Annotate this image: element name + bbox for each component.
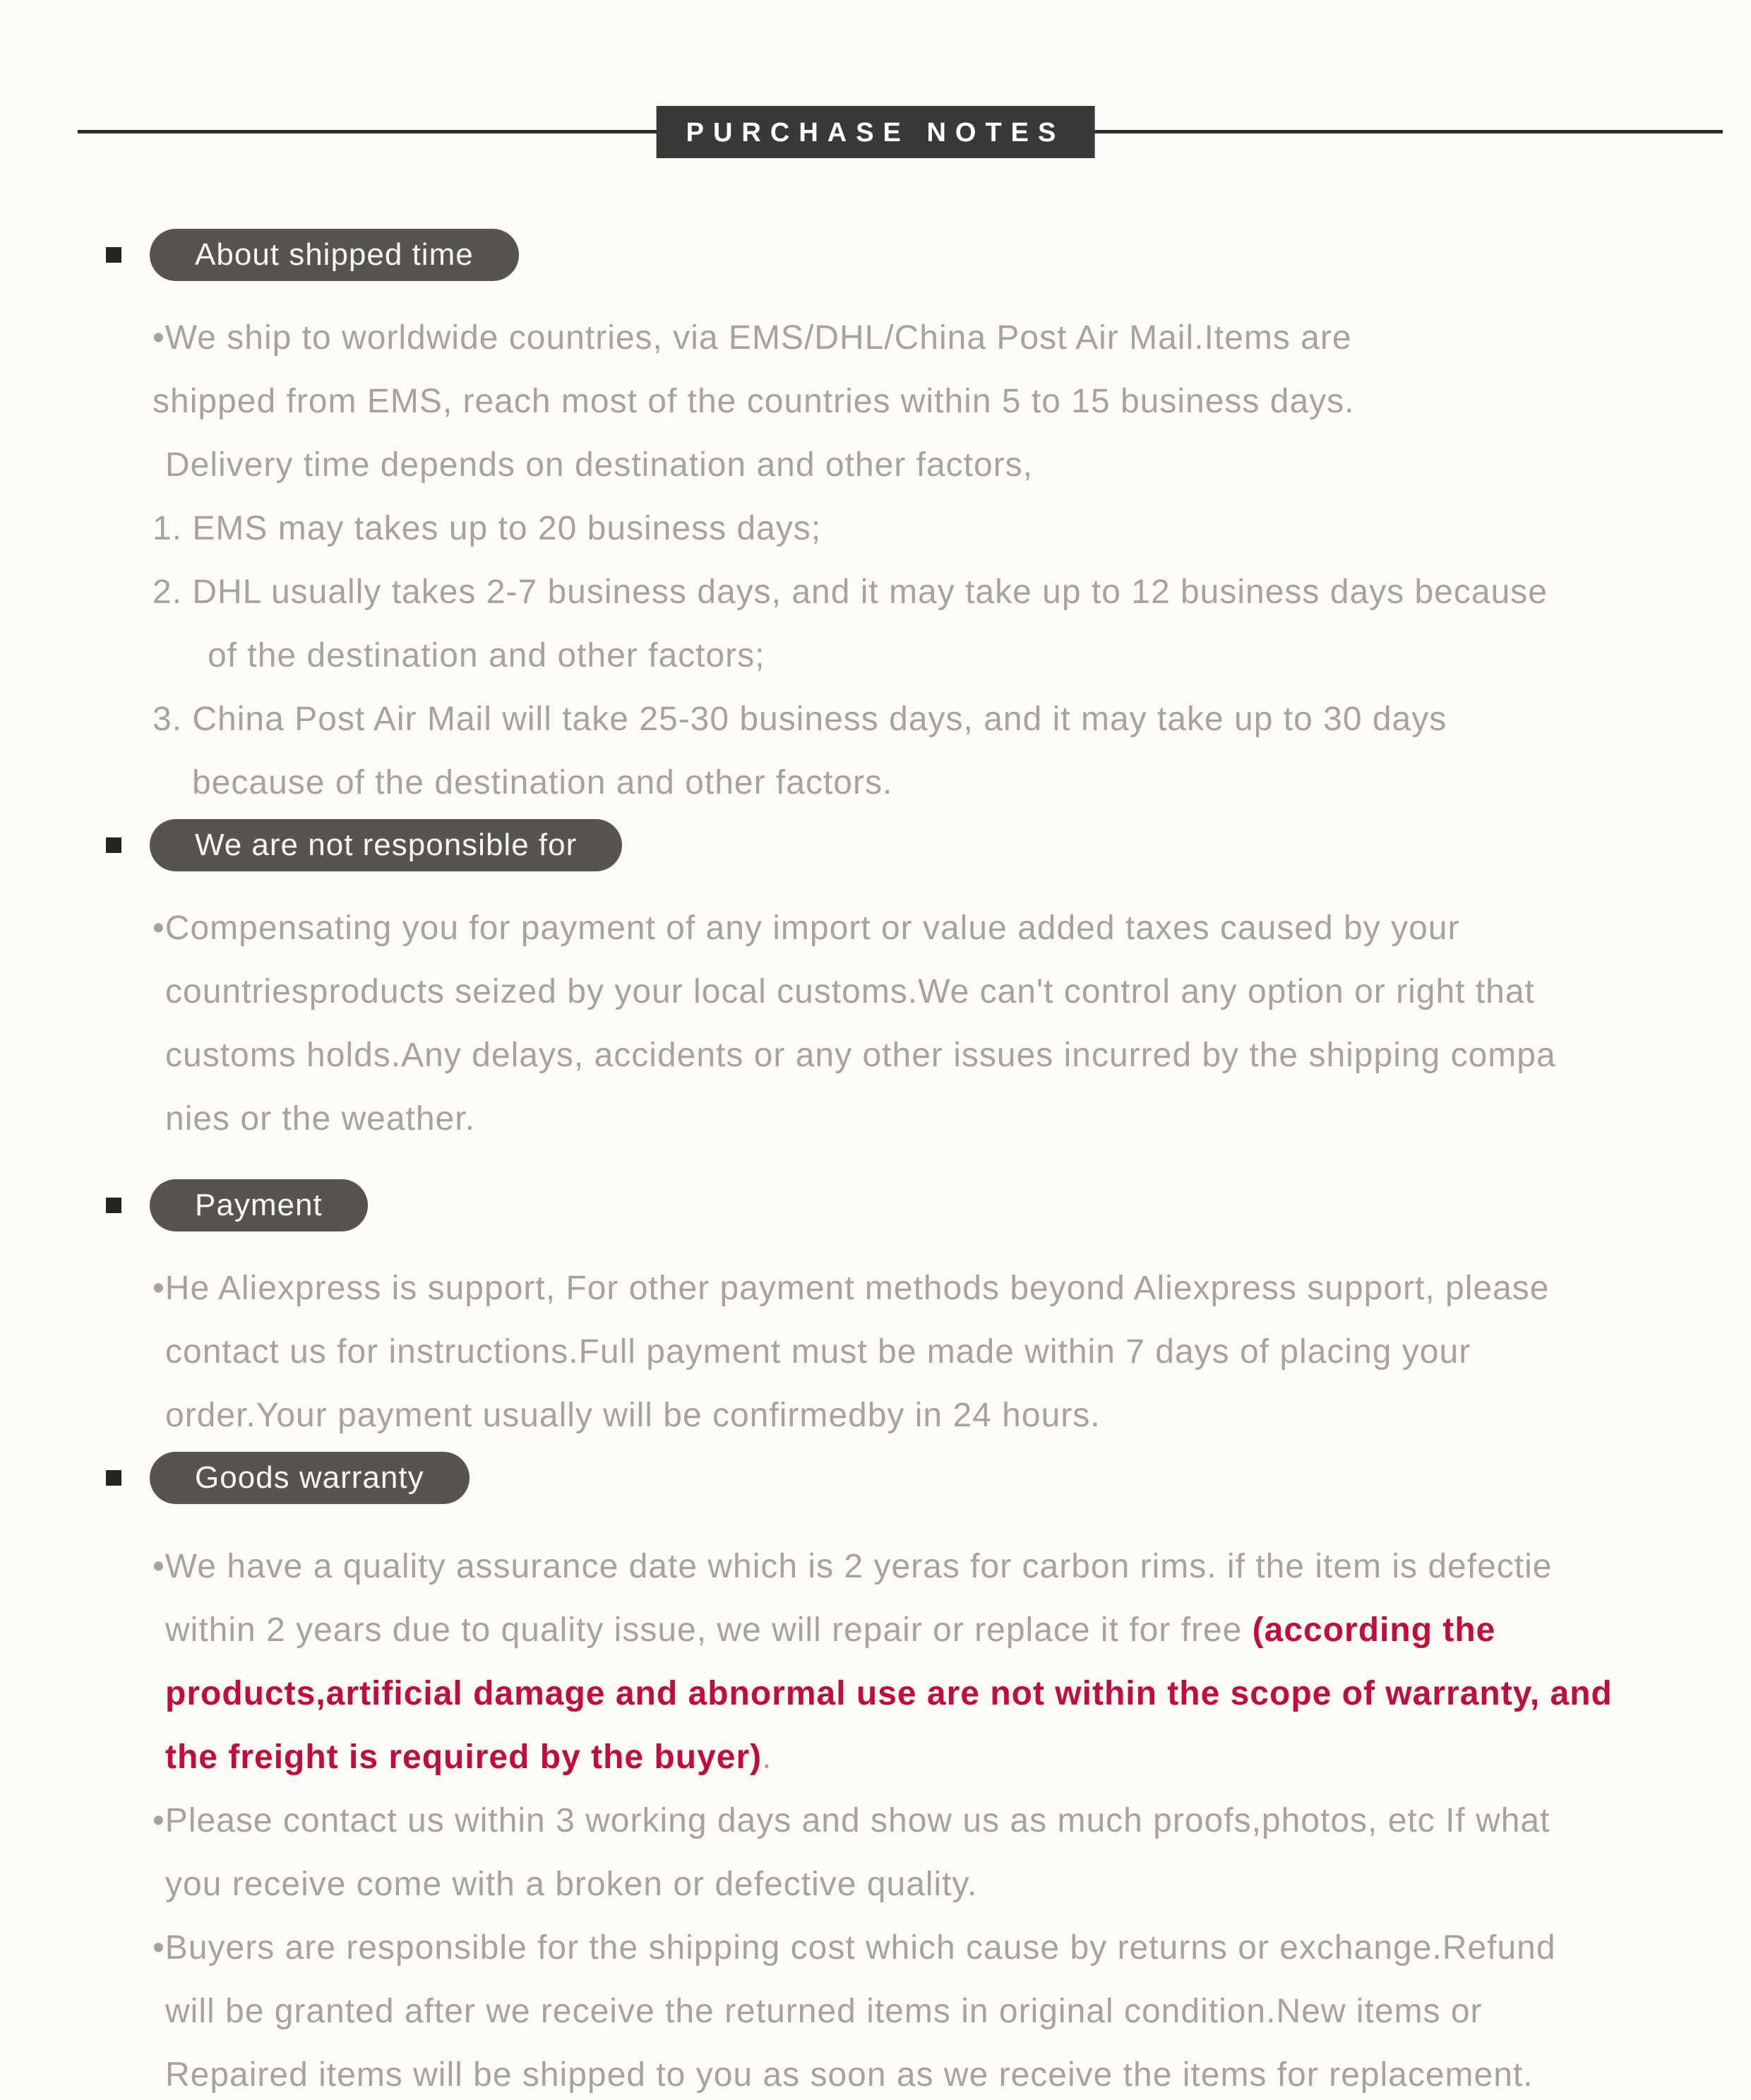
body-line: you receive come with a broken or defective quality. [165, 1866, 978, 1903]
body-line-red-segment: products,artificial damage and abnormal use are not within the scope of warranty, and [165, 1675, 1613, 1712]
page-header [0, 106, 1751, 158]
body-line: customs holds.Any delays, accidents or any other issues incurred by the shipping compa [165, 1037, 1556, 1074]
section-shipping-pill: About shipped time [150, 229, 519, 281]
body-line: •Please contact us within 3 working days and show us as much proofs,photos, etc If what [153, 1802, 1550, 1839]
body-line-red-segment: the freight is required by the buyer) [165, 1738, 763, 1776]
body-line: will be granted after we receive the returned items in original condition.New items or [165, 1993, 1483, 2030]
page-title: PURCHASE NOTES [657, 106, 1095, 158]
body-line: nies or the weather. [165, 1100, 475, 1138]
body-line: 3. China Post Air Mail will take 25-30 business days, and it may take up to 30 days [153, 700, 1447, 738]
section-responsibility-body [153, 897, 1709, 1151]
body-line: shipped from EMS, reach most of the countries within 5 to 15 business days. [153, 383, 1355, 420]
body-line: •We ship to worldwide countries, via EMS/DHL/China Post Air Mail.Items are [153, 319, 1352, 357]
body-line: 2. DHL usually takes 2-7 business days, and it may take up to 12 business days because [153, 573, 1548, 611]
body-line [153, 1726, 1709, 1789]
body-line [153, 1599, 1709, 1662]
square-bullet-icon [106, 837, 121, 853]
section-payment-head [106, 1179, 1709, 1231]
body-line: •He Aliexpress is support, For other payment methods beyond Aliexpress support, please [153, 1270, 1550, 1307]
section-warranty-pill: Goods warranty [150, 1452, 470, 1504]
section-payment-body [153, 1257, 1709, 1448]
section-warranty [106, 1452, 1709, 2100]
section-shipping-head [106, 229, 1709, 281]
section-warranty-body [153, 1535, 1709, 2100]
section-shipping-body [153, 306, 1709, 815]
section-shipping [106, 229, 1709, 815]
body-line: of the destination and other factors; [208, 637, 765, 674]
square-bullet-icon [106, 1198, 121, 1213]
section-warranty-head [106, 1452, 1709, 1504]
body-line: order.Your payment usually will be confirmedby in 24 hours. [165, 1397, 1101, 1434]
body-line [153, 1662, 1709, 1726]
body-line: 1. EMS may takes up to 20 business days; [153, 510, 822, 547]
body-line: •Buyers are responsible for the shipping cost which cause by returns or exchange.Refund [153, 1929, 1556, 1967]
body-line-normal-segment: . [762, 1738, 772, 1776]
body-line: Repaired items will be shipped to you as soon as we receive the items for replacement. [165, 2056, 1534, 2094]
section-payment-pill: Payment [150, 1179, 368, 1231]
body-line-red-segment: (according the [1252, 1611, 1496, 1649]
body-line: because of the destination and other factors. [192, 764, 893, 801]
square-bullet-icon [106, 247, 121, 263]
body-line: countriesproducts seized by your local customs.We can't control any option or right that [165, 973, 1535, 1010]
body-line-normal-segment: within 2 years due to quality issue, we will repair or replace it for free [165, 1611, 1253, 1649]
body-line: Delivery time depends on destination and other factors, [165, 446, 1034, 484]
body-line: contact us for instructions.Full payment must be made within 7 days of placing your [165, 1333, 1471, 1371]
square-bullet-icon [106, 1470, 121, 1486]
section-responsibility-head [106, 819, 1709, 871]
body-line: •Compensating you for payment of any import or value added taxes caused by your [153, 909, 1460, 947]
section-responsibility [106, 819, 1709, 1151]
section-responsibility-pill: We are not responsible for [150, 819, 622, 871]
body-line: •We have a quality assurance date which is 2 yeras for carbon rims. if the item is defectie [153, 1548, 1553, 1585]
section-payment [106, 1179, 1709, 1448]
